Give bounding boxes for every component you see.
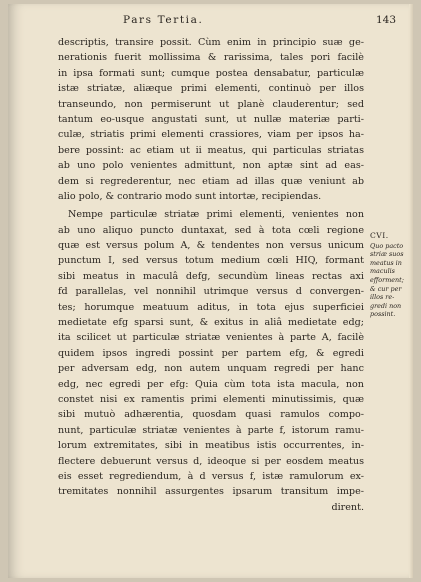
running-head: Pars Tertia. bbox=[123, 14, 204, 26]
margin-note-line: illos re- bbox=[370, 293, 395, 302]
margin-note-line: maculis bbox=[370, 267, 395, 276]
text-line: sibi meatus in maculâ defg, secundùm lineas rectas axi bbox=[58, 270, 364, 282]
text-line: punctum I, sed versus totum medium cœli HIQ, formant bbox=[58, 255, 364, 267]
margin-note bbox=[370, 232, 412, 319]
margin-note-lines bbox=[370, 242, 412, 319]
text-line: tremitates nonnihil assurgentes ipsarum transitum impe- bbox=[58, 486, 364, 498]
body-text bbox=[58, 35, 364, 515]
margin-note-line: Quo pacto bbox=[370, 241, 404, 250]
text-line: lorum extremitates, sibi in meatibus istis occurrentes, in- bbox=[58, 440, 364, 452]
text-line: alio polo, & contrario modo sunt intortæ, recipiendas. bbox=[58, 190, 322, 202]
paragraph-1 bbox=[58, 35, 364, 204]
text-line: medietate efg sparsi sunt, & exitus in aliâ medietate edg; bbox=[58, 317, 364, 329]
text-line: quidem ipsos ingredi possint per partem efg, & egredi bbox=[58, 347, 364, 359]
text-line: transeundo, non permiserunt ut planè clauderentur; sed bbox=[58, 98, 364, 110]
text-line: nunt, particulæ striatæ venientes à parte f, istorum ramu- bbox=[58, 424, 364, 436]
text-line: in ipsa formati sunt; cumque postea densabatur, particulæ bbox=[58, 67, 364, 79]
text-line: tes; horumque meatuum aditus, in tota ejus superficiei bbox=[58, 301, 364, 313]
text-line: quæ est versus polum A, & tendentes non versus unicum bbox=[58, 240, 364, 252]
text-line: ab uno polo venientes admittunt, non aptæ sint ad eas- bbox=[58, 160, 364, 172]
book-page bbox=[8, 4, 413, 578]
text-line: fd parallelas, vel nonnihil utrimque versus d convergen- bbox=[58, 286, 364, 298]
margin-note-line: & cur per bbox=[370, 284, 402, 293]
page-header bbox=[8, 14, 413, 30]
margin-note-line: possint. bbox=[370, 310, 396, 319]
text-line: dirent. bbox=[331, 501, 364, 513]
page-number: 143 bbox=[376, 14, 397, 26]
text-line: tantum eo-usque angustati sunt, ut nullæ materiæ parti- bbox=[58, 113, 364, 125]
text-line: edg, nec egredi per efg: Quia cùm tota ista macula, non bbox=[58, 378, 364, 390]
text-line: bere possint: ac etiam ut ii meatus, qui particulas striatas bbox=[58, 144, 364, 156]
margin-note-line: striæ suos bbox=[370, 250, 404, 259]
text-line: Nempe particulæ striatæ primi elementi, venientes non bbox=[68, 209, 364, 221]
text-line: ita scilicet ut particulæ striatæ venientes à parte A, facilè bbox=[58, 332, 364, 344]
margin-note-number: CVI. bbox=[370, 231, 389, 240]
text-line: descriptis, transire possit. Cùm enim in principio suæ ge- bbox=[58, 37, 364, 48]
text-line: sibi mutuò adhærentia, quosdam quasi ramulos compo- bbox=[58, 409, 364, 421]
text-line: flectere debuerunt versus d, ideoque si per eosdem meatus bbox=[58, 455, 364, 467]
margin-note-line: efforment; bbox=[370, 275, 404, 284]
text-line: culæ, striatis primi elementi crassiores, viam per ipsos ha- bbox=[58, 129, 364, 141]
text-line: ab uno aliquo puncto duntaxat, sed à tota cœli regione bbox=[58, 224, 364, 236]
text-line: eis esset regrediendum, à d versus f, istæ ramulorum ex- bbox=[58, 470, 364, 482]
paragraph-2 bbox=[58, 207, 364, 515]
text-line: nerationis fuerit mollissima & rarissima, tales pori facilè bbox=[58, 52, 364, 64]
margin-note-line: gredi non bbox=[370, 301, 402, 310]
text-line: constet nisi ex ramentis primi elementi minutissimis, quæ bbox=[58, 393, 364, 405]
text-line: per adversam edg, non autem unquam regredi per hanc bbox=[58, 363, 364, 375]
margin-note-line: meatus in bbox=[370, 258, 402, 267]
text-line: dem si regrederentur, nec etiam ad illas quæ veniunt ab bbox=[58, 175, 364, 187]
text-line: istæ striatæ, aliæque primi elementi, continuò per illos bbox=[58, 83, 364, 95]
